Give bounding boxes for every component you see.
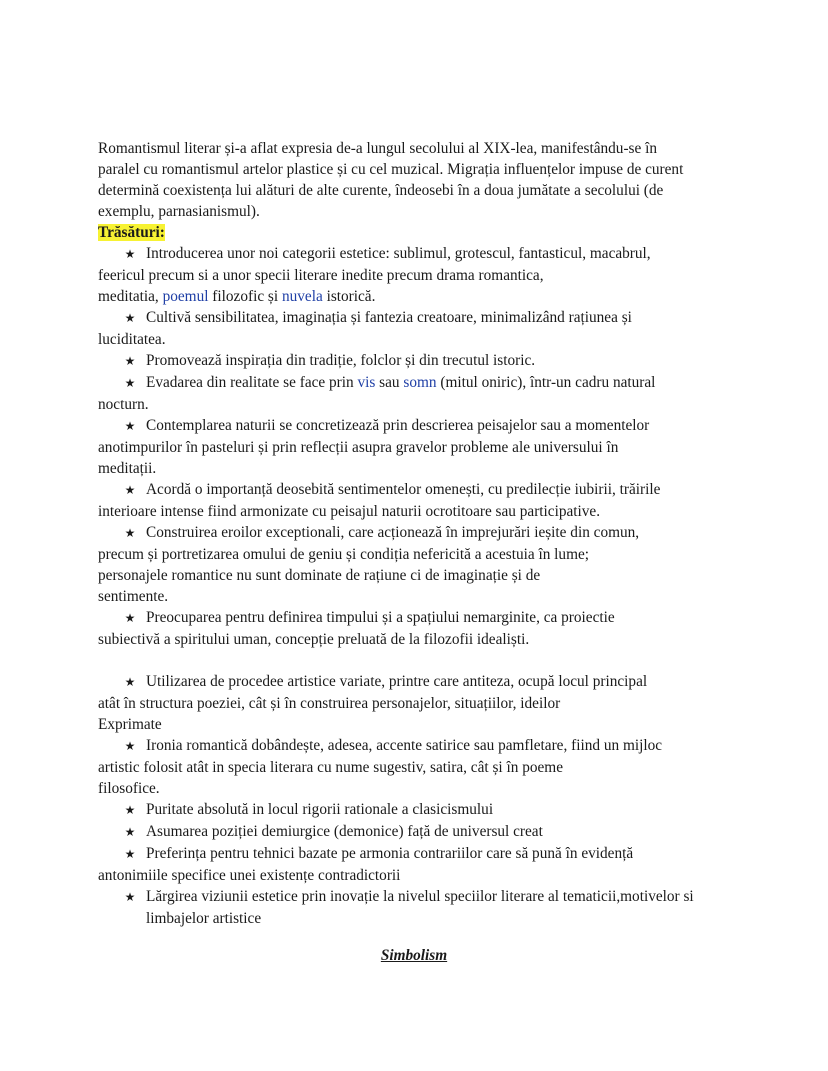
star-icon: ★	[124, 526, 136, 540]
list-item: ★ Utilizarea de procedee artistice variate, printre care antiteza, ocupă locul principal atât în structura poeziei, cât și în construirea personajelor, situațiilor, ideilor Exprimate	[98, 673, 648, 733]
list-item: ★ Acordă o importanță deosebită sentimentelor omenești, cu predilecție iubirii, trăirile interioare intense fiind armonizate cu peisajul naturii ocrotitoare sau participative.	[98, 481, 661, 520]
star-icon: ★	[124, 825, 136, 839]
star-icon: ★	[124, 483, 136, 497]
star-icon: ★	[124, 311, 136, 325]
star-icon: ★	[124, 803, 136, 817]
list-item: ★ Introducerea unor noi categorii estetice: sublimul, grotescul, fantasticul, macabrul, feericul precum si a unor specii literare inedite precum drama romantica, meditatia, poemul filozofic și nuvela istorică.	[98, 245, 651, 305]
heading-traits	[98, 222, 738, 243]
list-item: ★ Evadarea din realitate se face prin vis sau somn (mitul oniric), într-un cadru natural nocturn.	[98, 374, 656, 413]
link-poemul[interactable]: poemul	[162, 288, 209, 305]
section-title-simbolism: Simbolism	[380, 947, 448, 964]
star-icon: ★	[124, 376, 136, 390]
list-item: ★ Construirea eroilor exceptionali, care acționează în imprejurări ieșite din comun, precum și portretizarea omului de geniu și condiția nefericită a acestuia în lume; personajele romantice nu sunt dominate de rațiune ci de imaginație și de sentimente.	[98, 524, 640, 605]
intro-line: Romantismul literar și-a aflat expresia de-a lungul secolului al XIX-lea, manifestându-se în	[98, 140, 658, 157]
intro-line: determină coexistența lui alături de alte curente, îndeosebi în a doua jumătate a secolului (de	[98, 182, 664, 199]
intro-line: paralel cu romantismul artelor plastice și cu cel muzical. Migrația influențelor impuse de curent	[98, 161, 684, 178]
list-item: ★ Asumarea poziției demiurgice (demonice) față de universul creat	[98, 821, 738, 843]
list-item: ★ Ironia romantică dobândește, adesea, accente satirice sau pamfletare, fiind un mijloc artistic folosit atât in specia literara cu nume sugestiv, satira, cât și în poeme filosofice.	[98, 737, 663, 797]
star-icon: ★	[124, 354, 136, 368]
star-icon: ★	[124, 739, 136, 753]
star-icon: ★	[124, 247, 136, 261]
document-body	[98, 138, 738, 929]
star-icon: ★	[124, 675, 136, 689]
heading-traits-label: Trăsături:	[98, 224, 165, 241]
star-icon: ★	[124, 847, 136, 861]
list-item: ★ Puritate absolută in locul rigorii rationale a clasicismului	[98, 799, 738, 821]
link-vis[interactable]: vis	[357, 374, 376, 391]
list-item: ★ Preferința pentru tehnici bazate pe armonia contrariilor care să pună în evidență antonimiile specifice unei existențe contradictorii	[98, 845, 634, 884]
star-icon: ★	[124, 890, 136, 904]
link-nuvela[interactable]: nuvela	[281, 288, 323, 305]
paragraph-gap	[98, 650, 738, 671]
star-icon: ★	[124, 611, 136, 625]
star-icon: ★	[124, 419, 136, 433]
intro-line: exemplu, parnasianismul).	[98, 203, 260, 220]
list-item: ★ Preocuparea pentru definirea timpului și a spațiului nemarginite, ca proiectie subiectivă a spiritului uman, concepție preluată de la filozofii idealiști.	[98, 609, 615, 648]
list-item: ★ Cultivă sensibilitatea, imaginația și fantezia creatoare, minimalizând rațiunea și luciditatea.	[98, 309, 632, 348]
list-item: ★ Promovează inspirația din tradiție, folclor și din trecutul istoric.	[98, 350, 738, 372]
list-item: ★ Lărgirea viziunii estetice prin inovație la nivelul speciilor literare al tematicii,motivelor si limbajelor artistice	[124, 888, 694, 927]
list-item: ★ Contemplarea naturii se concretizează prin descrierea peisajelor sau a momentelor anotimpurilor în pasteluri și prin reflecții asupra gravelor probleme ale universului în meditații.	[98, 417, 650, 477]
link-somn[interactable]: somn	[403, 374, 437, 391]
